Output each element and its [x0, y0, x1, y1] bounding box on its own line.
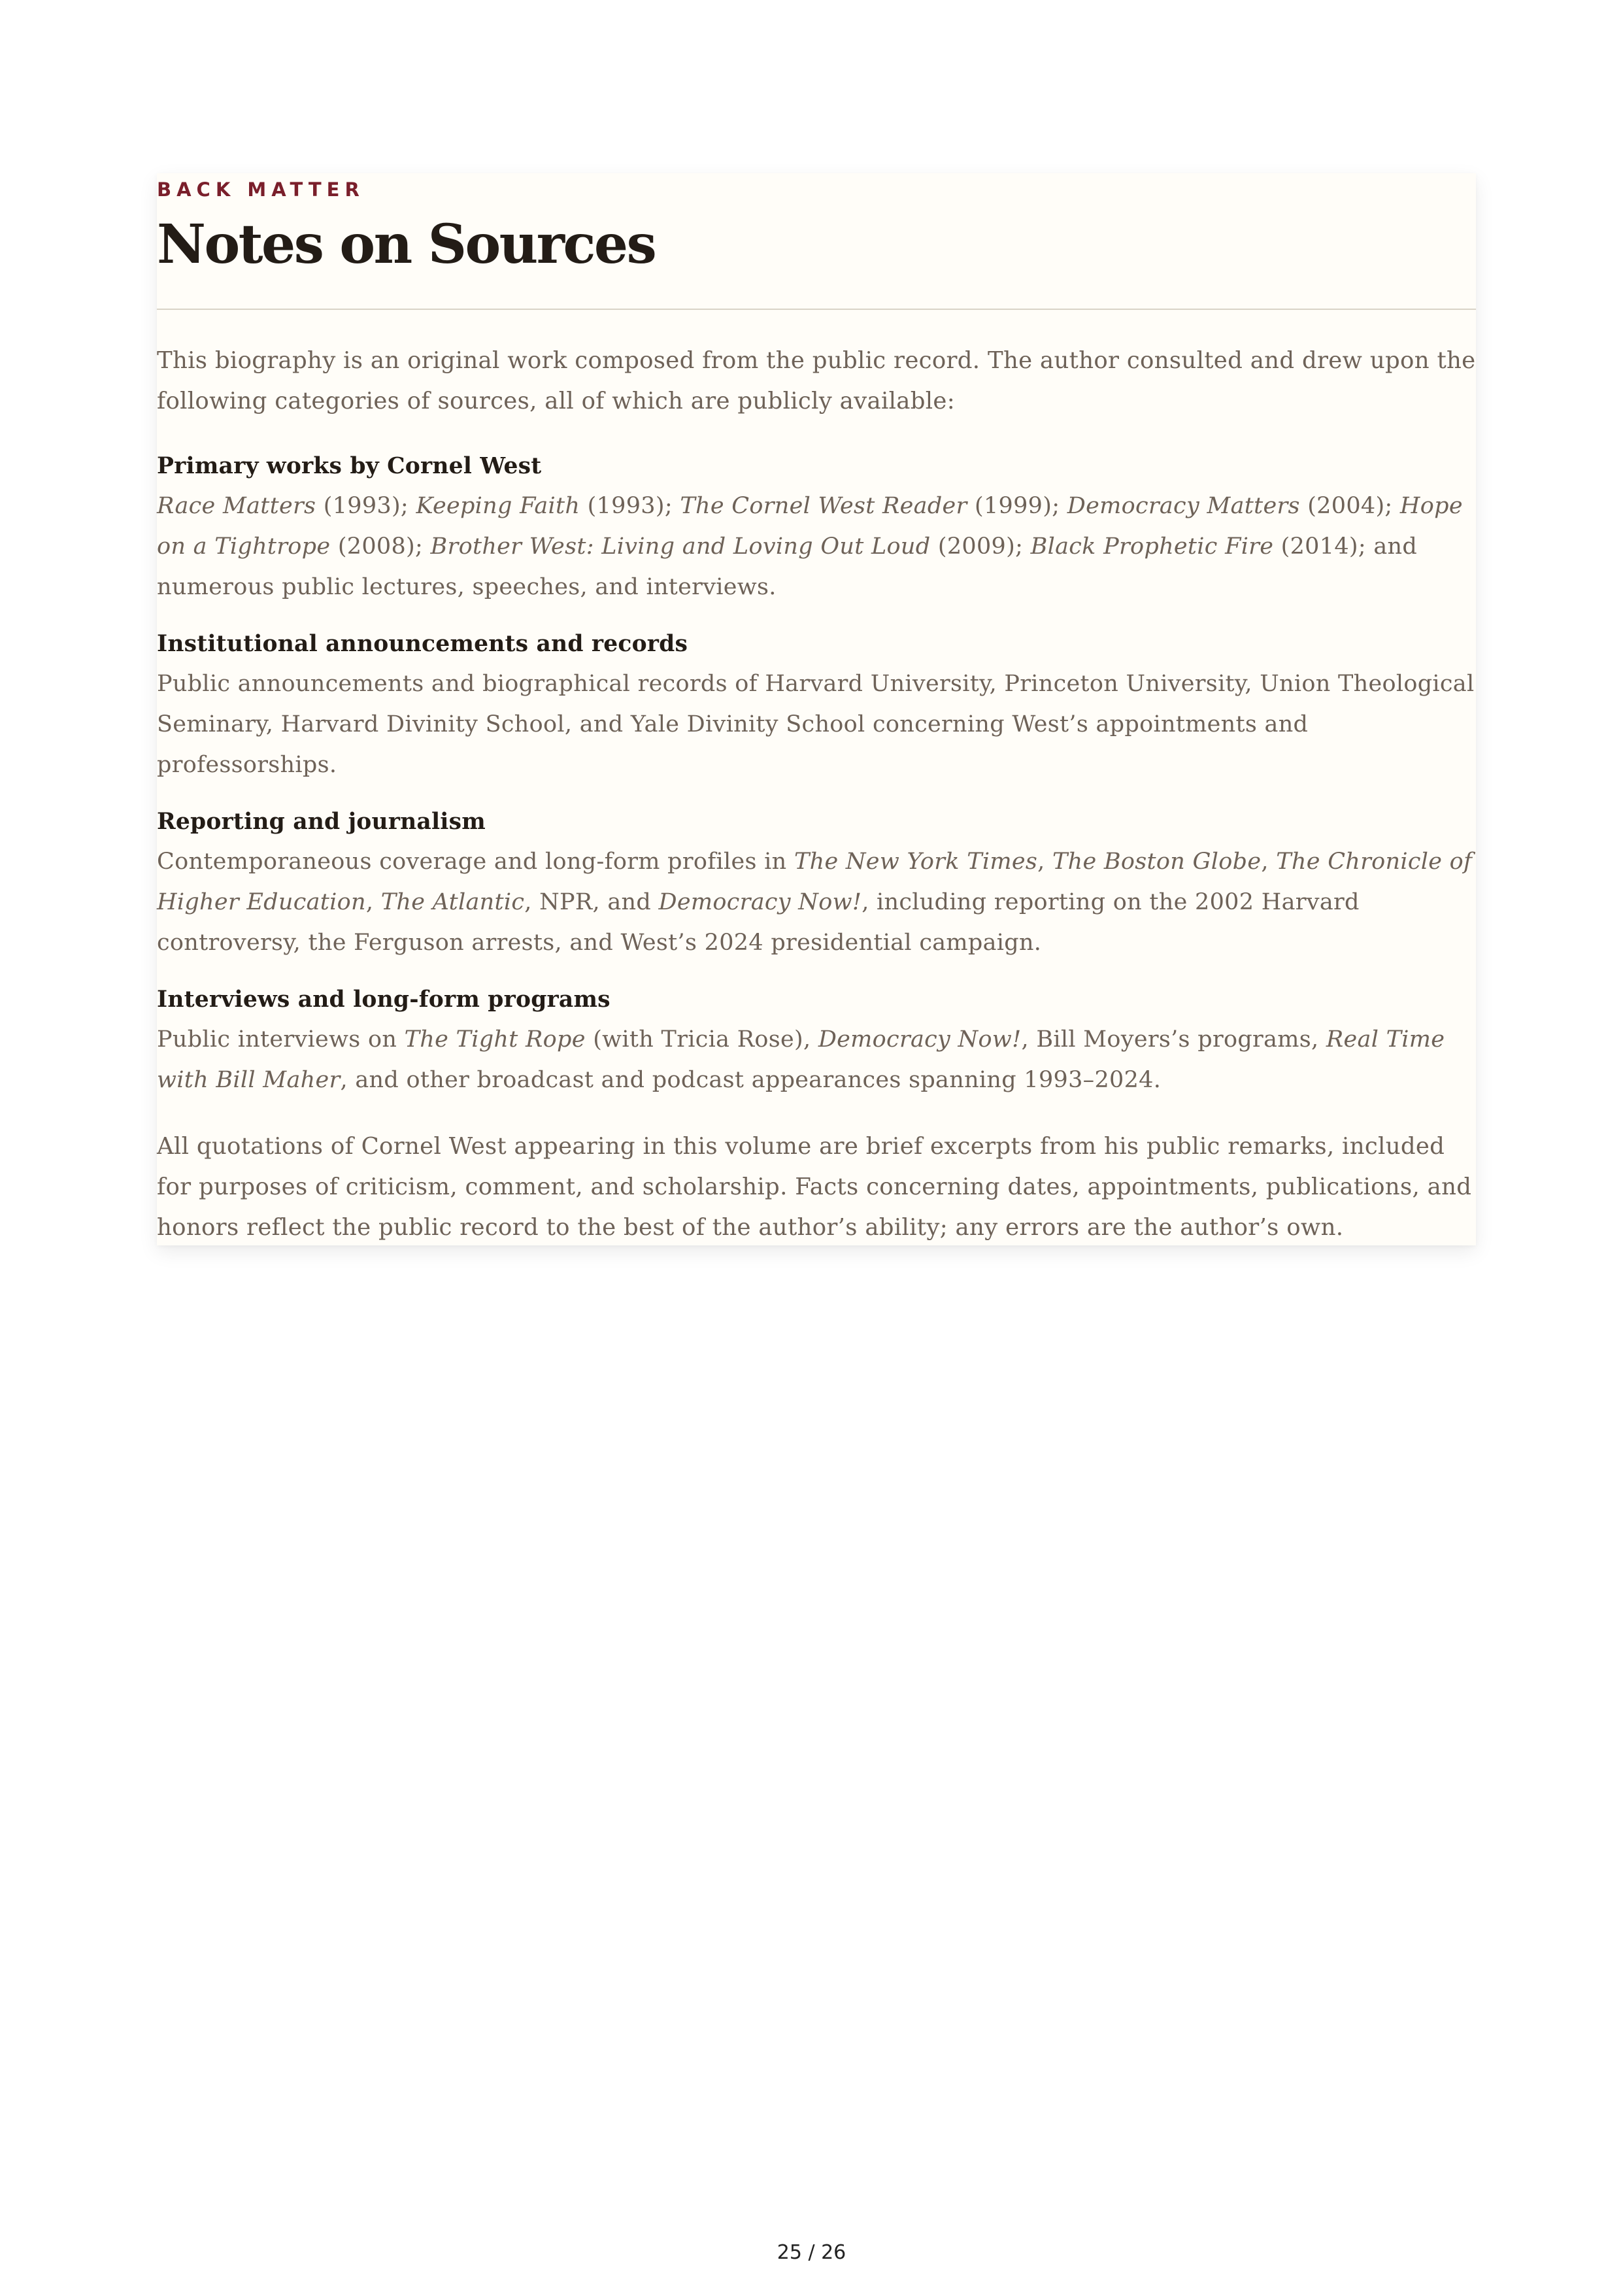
text-run: , NPR, and: [524, 889, 659, 915]
work-title: Real Time with Bill Maher: [157, 1026, 1445, 1093]
work-title: Race Matters: [157, 493, 316, 519]
section-body: [157, 486, 1476, 607]
source-section-primary-works: [157, 447, 1476, 607]
work-title: The Atlantic: [380, 889, 525, 915]
section-heading: Interviews and long-form programs: [157, 987, 611, 1013]
page-body: [157, 341, 1476, 1248]
section-heading: Reporting and journalism: [157, 809, 486, 835]
work-title: The Tight Rope: [404, 1026, 586, 1053]
section-heading: Primary works by Cornel West: [157, 453, 542, 479]
section-eyebrow: BACK MATTER: [157, 178, 365, 201]
closing-paragraph: All quotations of Cornel West appearing in this volume are brief excerpts from his public remarks, included for purposes of criticism, comment, and scholarship. Facts concerning dates, appointments, publications, and honors reflect the public record to the best of the author’s ability; any errors are the author’s own.: [157, 1133, 1472, 1241]
source-section-institutional: [157, 624, 1476, 785]
work-title: Hope on a Tightrope: [157, 493, 1463, 560]
text-run: , including reporting on the 2002 Harvard controversy, the Ferguson arrests, and West’s 2024 presidential campaign.: [157, 889, 1360, 956]
section-body: [157, 664, 1476, 785]
work-title: The Chronicle of Higher Education: [157, 849, 1473, 915]
text-run: ,: [1261, 849, 1277, 875]
text-run: , Bill Moyers’s programs,: [1021, 1026, 1326, 1053]
work-title: Democracy Now!: [658, 889, 862, 915]
text-run: (2009);: [930, 533, 1031, 560]
text-run: , and other broadcast and podcast appearances spanning 1993–2024.: [340, 1067, 1162, 1093]
work-title: Keeping Faith: [416, 493, 580, 519]
text-run: ,: [365, 889, 381, 915]
page-card: [157, 173, 1476, 1245]
text-run: (2004);: [1299, 493, 1400, 519]
text-run: ,: [1037, 849, 1052, 875]
text-run: (2014); and numerous public lectures, speeches, and interviews.: [157, 533, 1418, 600]
text-run: (with Tricia Rose),: [585, 1026, 818, 1053]
text-run: (1993);: [580, 493, 680, 519]
section-body: [157, 1019, 1476, 1100]
work-title: Brother West: Living and Loving Out Loud: [430, 533, 931, 560]
work-title: The Cornel West Reader: [680, 493, 967, 519]
work-title: Democracy Matters: [1067, 493, 1300, 519]
work-title: Black Prophetic Fire: [1030, 533, 1274, 560]
page-title: Notes on Sources: [157, 213, 656, 276]
intro-paragraph: This biography is an original work composed from the public record. The author consulted and drew upon the following categories of sources, all of which are publicly available:: [157, 347, 1476, 414]
page-number: 25 / 26: [777, 2241, 846, 2264]
text-run: (1999);: [967, 493, 1067, 519]
section-heading: Institutional announcements and records: [157, 631, 688, 657]
source-section-journalism: [157, 802, 1476, 963]
text-run: Public interviews on: [157, 1026, 405, 1053]
work-title: The Boston Globe: [1052, 849, 1262, 875]
text-run: Contemporaneous coverage and long-form profiles in: [157, 849, 794, 875]
text-run: (1993);: [316, 493, 416, 519]
work-title: Democracy Now!: [818, 1026, 1022, 1053]
work-title: The New York Times: [794, 849, 1038, 875]
text-run: (2008);: [330, 533, 431, 560]
text-run: Public announcements and biographical records of Harvard University, Princeton University, Union Theological Seminary, Harvard Divinity School, and Yale Divinity School concerning West’s appointments and professorships.: [157, 671, 1475, 778]
section-body: [157, 841, 1476, 963]
source-section-interviews: [157, 980, 1476, 1100]
title-divider: [157, 309, 1476, 310]
